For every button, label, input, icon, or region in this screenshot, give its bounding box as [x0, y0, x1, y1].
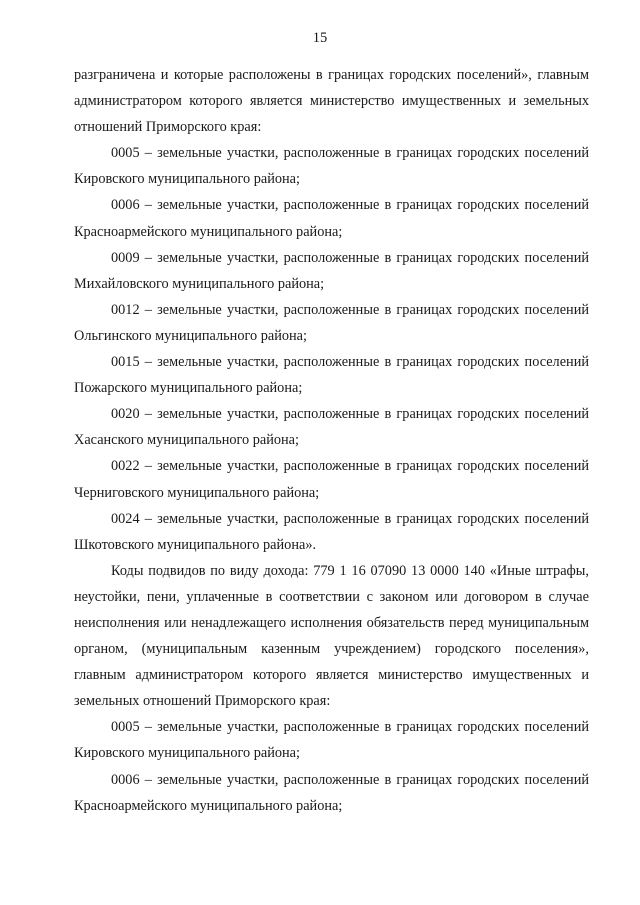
- paragraph: 0005 – земельные участки, расположенные в границах городских поселений Кировского муниципального района;: [74, 719, 589, 762]
- paragraph: Коды подвидов по виду дохода: 779 1 16 07090 13 0000 140 «Иные штрафы, неустойки, пени, уплаченные в соответствии с законом или договором в случае неисполнения или ненадлежащего исполнения обязательств перед муниципальным органом, (муниципальным казенным учреждением) городского поселения», главным администратором которого является министерство имущественных и земельных отношений Приморского края:: [74, 562, 589, 710]
- paragraph: 0022 – земельные участки, расположенные в границах городских поселений Черниговского муниципального района;: [74, 458, 589, 501]
- paragraph: 0015 – земельные участки, расположенные в границах городских поселений Пожарского муниципального района;: [74, 354, 589, 397]
- paragraph: 0005 – земельные участки, расположенные в границах городских поселений Кировского муниципального района;: [74, 145, 589, 188]
- paragraph: 0012 – земельные участки, расположенные в границах городских поселений Ольгинского муниципального района;: [74, 301, 589, 344]
- page-number: 15: [312, 30, 328, 46]
- paragraph: разграничена и которые расположены в границах городских поселений», главным администратором которого является министерство имущественных и земельных отношений Приморского края:: [74, 67, 589, 136]
- paragraph: 0006 – земельные участки, расположенные в границах городских поселений Красноармейского муниципального района;: [74, 771, 589, 814]
- paragraph: 0009 – земельные участки, расположенные в границах городских поселений Михайловского муниципального района;: [74, 249, 589, 292]
- document-body: [74, 62, 589, 819]
- paragraph: 0020 – земельные участки, расположенные в границах городских поселений Хасанского муниципального района;: [74, 406, 589, 449]
- paragraph: 0006 – земельные участки, расположенные в границах городских поселений Красноармейского муниципального района;: [74, 197, 589, 240]
- paragraph: 0024 – земельные участки, расположенные в границах городских поселений Шкотовского муниципального района».: [74, 510, 589, 553]
